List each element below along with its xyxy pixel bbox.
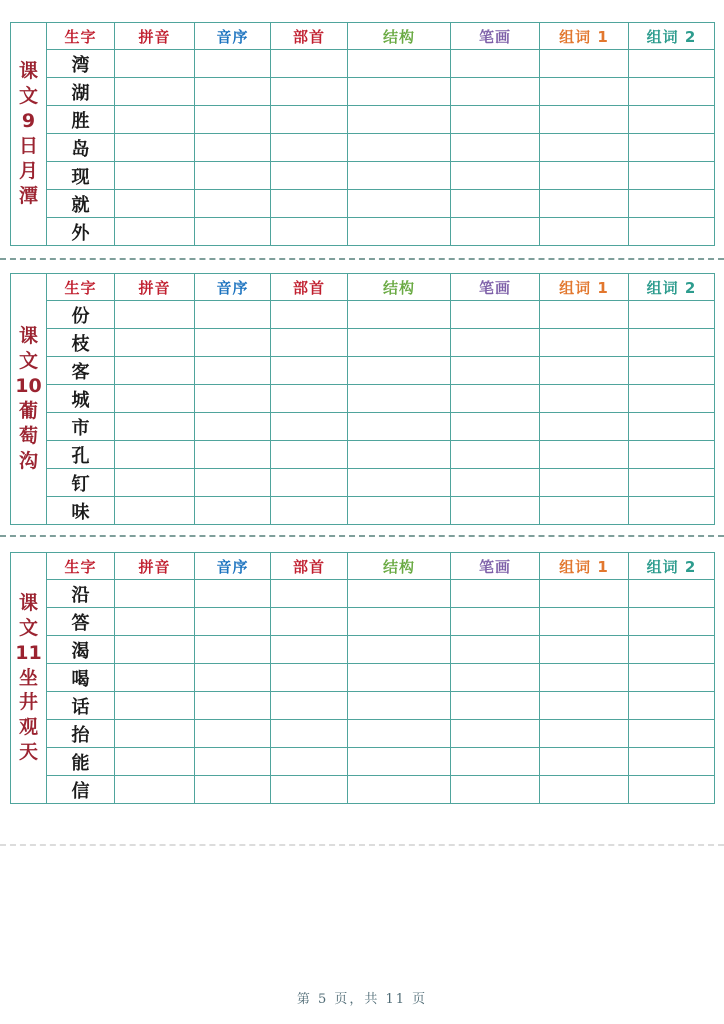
empty-cell xyxy=(115,664,195,692)
empty-cell xyxy=(195,162,271,190)
empty-cell xyxy=(451,106,540,134)
column-header-yinxu: 音序 xyxy=(195,553,271,580)
column-header-bushou: 部首 xyxy=(271,23,348,50)
lesson-label-char: 葡 xyxy=(18,400,38,422)
new-character-cell: 湖 xyxy=(47,78,115,106)
lesson-label xyxy=(11,61,46,206)
empty-cell xyxy=(629,720,715,748)
empty-cell xyxy=(451,134,540,162)
empty-cell xyxy=(451,720,540,748)
empty-cell xyxy=(271,497,348,525)
column-header-shengzi: 生字 xyxy=(47,274,115,301)
empty-cell xyxy=(271,469,348,497)
table-row xyxy=(11,162,715,190)
new-character-cell: 胜 xyxy=(47,106,115,134)
empty-cell xyxy=(540,469,629,497)
empty-cell xyxy=(195,329,271,357)
lesson-label-char: 坐 xyxy=(18,666,38,689)
header-row xyxy=(11,23,715,50)
table-row xyxy=(11,636,715,664)
empty-cell xyxy=(629,218,715,246)
column-header-bihua: 笔画 xyxy=(451,274,540,301)
empty-cell xyxy=(451,357,540,385)
column-header-yinxu: 音序 xyxy=(195,23,271,50)
empty-cell xyxy=(629,50,715,78)
empty-cell xyxy=(271,385,348,413)
column-header-zuci1: 组词 1 xyxy=(540,553,629,580)
empty-cell xyxy=(451,441,540,469)
column-header-jiegou: 结构 xyxy=(348,23,451,50)
empty-cell xyxy=(271,608,348,636)
empty-cell xyxy=(348,78,451,106)
column-header-shengzi: 生字 xyxy=(47,23,115,50)
table-row xyxy=(11,720,715,748)
empty-cell xyxy=(195,218,271,246)
empty-cell xyxy=(348,329,451,357)
lesson-label-cell xyxy=(11,23,47,246)
empty-cell xyxy=(629,748,715,776)
lesson-label-char: 课 xyxy=(18,325,38,348)
empty-cell xyxy=(540,636,629,664)
lesson-label-char: 天 xyxy=(18,741,38,764)
empty-cell xyxy=(629,78,715,106)
column-header-bihua: 笔画 xyxy=(451,23,540,50)
new-character-cell: 孔 xyxy=(47,441,115,469)
empty-cell xyxy=(348,134,451,162)
page-number-footer: 第 5 页，共 11 页 xyxy=(296,992,428,1007)
table-row xyxy=(11,329,715,357)
empty-cell xyxy=(195,413,271,441)
empty-cell xyxy=(451,385,540,413)
empty-cell xyxy=(451,497,540,525)
empty-cell xyxy=(451,50,540,78)
dashed-separator xyxy=(0,535,724,537)
empty-cell xyxy=(115,720,195,748)
empty-cell xyxy=(271,50,348,78)
empty-cell xyxy=(348,776,451,804)
empty-cell xyxy=(451,748,540,776)
empty-cell xyxy=(540,413,629,441)
empty-cell xyxy=(115,162,195,190)
column-header-jiegou: 结构 xyxy=(348,274,451,301)
table-row xyxy=(11,78,715,106)
empty-cell xyxy=(115,748,195,776)
empty-cell xyxy=(195,190,271,218)
table-row xyxy=(11,50,715,78)
empty-cell xyxy=(271,664,348,692)
lesson-label-char: 文 xyxy=(18,616,38,639)
new-character-cell: 渴 xyxy=(47,636,115,664)
header-row xyxy=(11,553,715,580)
column-header-zuci1: 组词 1 xyxy=(540,274,629,301)
lesson-label-char: 沟 xyxy=(18,449,38,472)
empty-cell xyxy=(271,190,348,218)
empty-cell xyxy=(195,385,271,413)
table-row xyxy=(11,776,715,804)
empty-cell xyxy=(115,441,195,469)
empty-cell xyxy=(629,608,715,636)
empty-cell xyxy=(348,469,451,497)
column-header-pinyin: 拼音 xyxy=(115,23,195,50)
empty-cell xyxy=(115,692,195,720)
new-character-cell: 就 xyxy=(47,190,115,218)
empty-cell xyxy=(540,357,629,385)
empty-cell xyxy=(195,748,271,776)
empty-cell xyxy=(195,469,271,497)
empty-cell xyxy=(348,190,451,218)
empty-cell xyxy=(451,776,540,804)
new-character-cell: 现 xyxy=(47,162,115,190)
lesson-label-char: 观 xyxy=(18,716,38,739)
dashed-separator xyxy=(0,258,724,260)
empty-cell xyxy=(348,413,451,441)
empty-cell xyxy=(271,441,348,469)
column-header-pinyin: 拼音 xyxy=(115,274,195,301)
empty-cell xyxy=(271,748,348,776)
new-character-cell: 钉 xyxy=(47,469,115,497)
new-character-cell: 能 xyxy=(47,748,115,776)
new-character-cell: 喝 xyxy=(47,664,115,692)
empty-cell xyxy=(271,301,348,329)
table-row xyxy=(11,580,715,608)
empty-cell xyxy=(348,664,451,692)
table-row xyxy=(11,190,715,218)
empty-cell xyxy=(540,441,629,469)
empty-cell xyxy=(348,106,451,134)
new-character-cell: 市 xyxy=(47,413,115,441)
empty-cell xyxy=(629,162,715,190)
empty-cell xyxy=(451,78,540,106)
empty-cell xyxy=(195,580,271,608)
column-header-bihua: 笔画 xyxy=(451,553,540,580)
lesson-label-char: 文 xyxy=(18,85,38,108)
empty-cell xyxy=(115,776,195,804)
empty-cell xyxy=(348,301,451,329)
lesson-11-table xyxy=(10,552,715,804)
empty-cell xyxy=(540,497,629,525)
column-header-zuci1: 组词 1 xyxy=(540,23,629,50)
lesson-label-char: 潭 xyxy=(18,184,38,207)
empty-cell xyxy=(540,776,629,804)
empty-cell xyxy=(629,469,715,497)
empty-cell xyxy=(451,608,540,636)
new-character-cell: 抬 xyxy=(47,720,115,748)
empty-cell xyxy=(271,218,348,246)
empty-cell xyxy=(115,497,195,525)
empty-cell xyxy=(195,692,271,720)
empty-cell xyxy=(271,413,348,441)
empty-cell xyxy=(115,357,195,385)
empty-cell xyxy=(540,218,629,246)
empty-cell xyxy=(115,636,195,664)
faint-separator xyxy=(0,844,724,846)
table-row xyxy=(11,692,715,720)
empty-cell xyxy=(348,580,451,608)
empty-cell xyxy=(115,106,195,134)
empty-cell xyxy=(540,720,629,748)
empty-cell xyxy=(271,162,348,190)
empty-cell xyxy=(348,218,451,246)
empty-cell xyxy=(451,301,540,329)
empty-cell xyxy=(540,50,629,78)
empty-cell xyxy=(629,692,715,720)
new-character-cell: 城 xyxy=(47,385,115,413)
empty-cell xyxy=(195,78,271,106)
lesson-label-cell xyxy=(11,553,47,804)
lesson-label xyxy=(11,593,46,763)
new-character-cell: 信 xyxy=(47,776,115,804)
empty-cell xyxy=(629,329,715,357)
column-header-bushou: 部首 xyxy=(271,553,348,580)
empty-cell xyxy=(195,357,271,385)
new-character-cell: 枝 xyxy=(47,329,115,357)
empty-cell xyxy=(271,357,348,385)
empty-cell xyxy=(629,134,715,162)
table-row xyxy=(11,441,715,469)
empty-cell xyxy=(195,441,271,469)
empty-cell xyxy=(629,385,715,413)
empty-cell xyxy=(115,134,195,162)
new-character-cell: 岛 xyxy=(47,134,115,162)
lesson-label-char: 文 xyxy=(18,350,38,373)
new-character-cell: 客 xyxy=(47,357,115,385)
empty-cell xyxy=(195,301,271,329)
empty-cell xyxy=(629,580,715,608)
empty-cell xyxy=(115,329,195,357)
empty-cell xyxy=(451,218,540,246)
empty-cell xyxy=(629,301,715,329)
empty-cell xyxy=(540,664,629,692)
lesson-label-char: 9 xyxy=(21,110,36,133)
empty-cell xyxy=(271,636,348,664)
header-row xyxy=(11,274,715,301)
new-character-cell: 答 xyxy=(47,608,115,636)
new-character-cell: 外 xyxy=(47,218,115,246)
empty-cell xyxy=(348,50,451,78)
empty-cell xyxy=(115,190,195,218)
empty-cell xyxy=(348,385,451,413)
empty-cell xyxy=(348,441,451,469)
empty-cell xyxy=(451,413,540,441)
empty-cell xyxy=(195,497,271,525)
table-row xyxy=(11,664,715,692)
empty-cell xyxy=(195,776,271,804)
empty-cell xyxy=(271,106,348,134)
empty-cell xyxy=(115,78,195,106)
table-row xyxy=(11,357,715,385)
lesson-label-char: 10 xyxy=(15,375,42,398)
empty-cell xyxy=(540,748,629,776)
empty-cell xyxy=(629,664,715,692)
empty-cell xyxy=(348,497,451,525)
empty-cell xyxy=(540,385,629,413)
empty-cell xyxy=(451,162,540,190)
empty-cell xyxy=(540,78,629,106)
empty-cell xyxy=(540,190,629,218)
column-header-yinxu: 音序 xyxy=(195,274,271,301)
empty-cell xyxy=(271,776,348,804)
empty-cell xyxy=(115,301,195,329)
empty-cell xyxy=(195,134,271,162)
lesson-label-char: 11 xyxy=(15,641,42,664)
lesson-label-char: 课 xyxy=(18,591,38,614)
table-row xyxy=(11,134,715,162)
empty-cell xyxy=(540,134,629,162)
empty-cell xyxy=(629,776,715,804)
empty-cell xyxy=(451,469,540,497)
empty-cell xyxy=(115,218,195,246)
empty-cell xyxy=(451,329,540,357)
empty-cell xyxy=(195,720,271,748)
empty-cell xyxy=(540,692,629,720)
column-header-zuci2: 组词 2 xyxy=(629,274,715,301)
empty-cell xyxy=(629,497,715,525)
lesson-label-char: 月 xyxy=(18,159,38,182)
column-header-shengzi: 生字 xyxy=(47,553,115,580)
table-row xyxy=(11,497,715,525)
lesson-label xyxy=(11,326,46,471)
new-character-cell: 话 xyxy=(47,692,115,720)
table-row xyxy=(11,469,715,497)
empty-cell xyxy=(451,664,540,692)
empty-cell xyxy=(348,720,451,748)
empty-cell xyxy=(115,580,195,608)
empty-cell xyxy=(540,106,629,134)
empty-cell xyxy=(629,106,715,134)
lesson-label-char: 萄 xyxy=(18,424,38,447)
lesson-label-char: 日 xyxy=(18,135,38,157)
empty-cell xyxy=(629,441,715,469)
column-header-bushou: 部首 xyxy=(271,274,348,301)
lesson-9-table xyxy=(10,22,715,246)
empty-cell xyxy=(348,162,451,190)
empty-cell xyxy=(271,329,348,357)
table-row xyxy=(11,106,715,134)
empty-cell xyxy=(115,608,195,636)
new-character-cell: 湾 xyxy=(47,50,115,78)
empty-cell xyxy=(348,636,451,664)
empty-cell xyxy=(629,357,715,385)
empty-cell xyxy=(629,636,715,664)
empty-cell xyxy=(195,636,271,664)
table-row xyxy=(11,748,715,776)
table-row xyxy=(11,413,715,441)
lesson-label-char: 井 xyxy=(18,691,38,714)
column-header-zuci2: 组词 2 xyxy=(629,553,715,580)
empty-cell xyxy=(540,329,629,357)
empty-cell xyxy=(271,720,348,748)
table-row xyxy=(11,218,715,246)
new-character-cell: 份 xyxy=(47,301,115,329)
empty-cell xyxy=(540,301,629,329)
column-header-zuci2: 组词 2 xyxy=(629,23,715,50)
empty-cell xyxy=(451,190,540,218)
column-header-pinyin: 拼音 xyxy=(115,553,195,580)
lesson-10-table xyxy=(10,273,715,525)
new-character-cell: 沿 xyxy=(47,580,115,608)
empty-cell xyxy=(348,608,451,636)
empty-cell xyxy=(115,469,195,497)
empty-cell xyxy=(540,162,629,190)
empty-cell xyxy=(629,413,715,441)
empty-cell xyxy=(540,580,629,608)
empty-cell xyxy=(195,608,271,636)
empty-cell xyxy=(271,78,348,106)
lesson-label-cell xyxy=(11,274,47,525)
column-header-jiegou: 结构 xyxy=(348,553,451,580)
empty-cell xyxy=(271,580,348,608)
empty-cell xyxy=(115,50,195,78)
empty-cell xyxy=(451,580,540,608)
empty-cell xyxy=(451,692,540,720)
empty-cell xyxy=(348,748,451,776)
empty-cell xyxy=(115,385,195,413)
empty-cell xyxy=(195,50,271,78)
empty-cell xyxy=(195,664,271,692)
empty-cell xyxy=(348,357,451,385)
lesson-label-char: 课 xyxy=(18,60,38,83)
empty-cell xyxy=(195,106,271,134)
empty-cell xyxy=(629,190,715,218)
empty-cell xyxy=(348,692,451,720)
empty-cell xyxy=(115,413,195,441)
empty-cell xyxy=(271,692,348,720)
empty-cell xyxy=(451,636,540,664)
empty-cell xyxy=(540,608,629,636)
table-row xyxy=(11,385,715,413)
empty-cell xyxy=(271,134,348,162)
table-row xyxy=(11,608,715,636)
new-character-cell: 味 xyxy=(47,497,115,525)
table-row xyxy=(11,301,715,329)
